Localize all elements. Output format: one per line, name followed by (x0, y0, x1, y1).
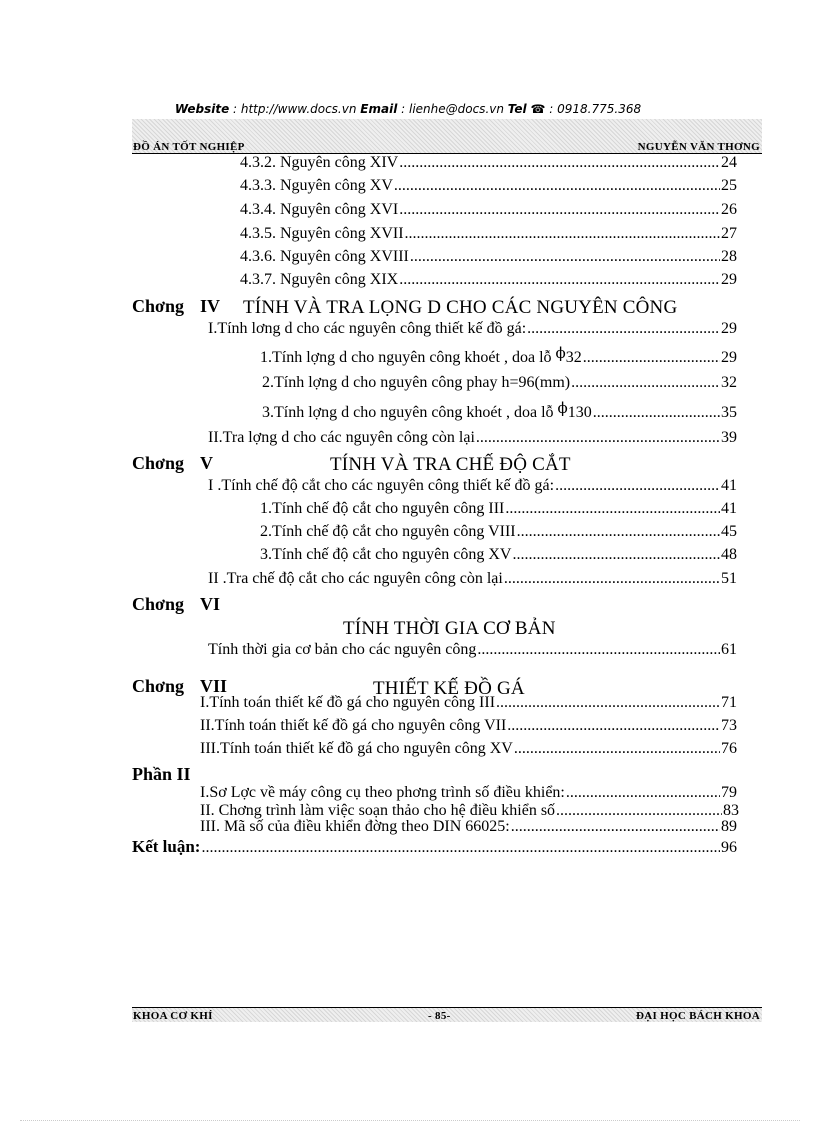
diameter-symbol: ϕ (555, 344, 566, 362)
leader-dots (496, 694, 720, 712)
chapter-title: TÍNH THỜI GIA CƠ BẢN (343, 618, 556, 639)
leader-dots (571, 374, 720, 392)
toc-entry[interactable] (240, 177, 737, 195)
toc-entry-label (262, 399, 592, 422)
toc-entry-label: 4.3.3. Nguyên công XV (240, 177, 393, 194)
toc-entry[interactable] (262, 399, 737, 422)
chapter-title: TÍNH VÀ TRA CHẾ ĐỘ CẮT (330, 454, 571, 475)
toc-entry[interactable] (260, 523, 737, 541)
tel-value: : 0918.775.368 (545, 102, 642, 116)
toc-entry[interactable] (200, 717, 737, 735)
toc-entry[interactable] (208, 570, 737, 588)
toc-entry-page: 27 (721, 225, 737, 242)
chapter-number: VII (200, 676, 228, 696)
tel-label: Tel (507, 102, 527, 116)
toc-entry[interactable] (240, 154, 737, 172)
toc-entry-page: 41 (721, 500, 737, 517)
leader-dots (399, 201, 720, 219)
toc-entry-page: 45 (721, 523, 737, 540)
toc-entry-page: 29 (721, 271, 737, 288)
diameter-value: 32 (565, 349, 582, 366)
website-value[interactable]: : http://www.docs.vn (229, 102, 361, 116)
toc-entry-label: 4.3.4. Nguyên công XVI (240, 201, 399, 218)
toc-entry-page: 41 (721, 477, 737, 494)
toc-entry-text: 3.Tính lợng d cho nguyên công khoét , doa lỗ (262, 404, 558, 421)
email-label: Email (360, 102, 398, 116)
toc-entry-page: 61 (721, 641, 737, 658)
toc-entry-page: 29 (721, 320, 737, 337)
part-label: Phần II (132, 764, 191, 784)
leader-dots (405, 225, 720, 243)
toc-entry-label: 1.Tính chế độ cắt cho nguyên công III (260, 500, 505, 517)
page-edge (20, 1120, 800, 1122)
phone-icon: ☎ (530, 102, 546, 116)
toc-entry-label: 4.3.6. Nguyên công XVIII (240, 248, 409, 265)
toc-entry-page: 76 (721, 740, 737, 757)
toc-entry-label: II.Tính toán thiết kế đồ gá cho nguyên công VII (200, 717, 507, 734)
toc-entry[interactable] (240, 271, 737, 289)
toc-entry[interactable] (200, 784, 737, 802)
leader-dots (527, 320, 720, 338)
toc-entry-page: 79 (721, 784, 737, 801)
toc-entry-label: 2.Tính lợng d cho nguyên công phay h=96(mm) (262, 374, 571, 391)
toc-entry-label: 4.3.2. Nguyên công XIV (240, 154, 399, 171)
chapter-number: V (200, 453, 213, 473)
leader-dots (477, 641, 720, 659)
toc-entry-page: 39 (721, 429, 737, 446)
leader-dots (399, 154, 720, 172)
header-left: ĐỒ ÁN TỐT NGHIỆP (133, 141, 245, 153)
footer-left: KHOA CƠ KHÍ (133, 1010, 213, 1022)
leader-dots (394, 177, 720, 195)
chapter-label: Chơng (132, 594, 184, 614)
website-banner (0, 102, 816, 116)
toc-entry[interactable] (240, 248, 737, 266)
toc-entry-page: 26 (721, 201, 737, 218)
chapter-number: IV (200, 296, 221, 316)
toc-entry-label: II.Tra lợng d cho các nguyên công còn lại (208, 429, 475, 446)
leader-dots (504, 570, 720, 588)
toc-entry[interactable] (240, 225, 737, 243)
diameter-value: 130 (567, 404, 592, 421)
toc-entry-page: 29 (721, 349, 737, 366)
toc-entry[interactable] (200, 740, 737, 758)
toc-entry-label: Kết luận: (132, 837, 201, 856)
toc-entry-page: 24 (721, 154, 737, 171)
leader-dots (511, 818, 720, 836)
toc-entry[interactable] (260, 546, 737, 564)
toc-entry-page: 71 (721, 694, 737, 711)
toc-entry-page: 25 (721, 177, 737, 194)
toc-entry-page: 48 (721, 546, 737, 563)
leader-dots (505, 500, 720, 518)
toc-entry-label: Tính thời gia cơ bản cho các nguyên công (208, 641, 477, 658)
chapter-label: Chơng (132, 296, 184, 316)
toc-entry[interactable] (208, 320, 737, 338)
toc-entry-label: 3.Tính chế độ cắt cho nguyên công XV (260, 546, 512, 563)
toc-entry[interactable] (208, 429, 737, 447)
toc-entry-label: 4.3.5. Nguyên công XVII (240, 225, 404, 242)
leader-dots (410, 248, 720, 266)
toc-entry-label: II. Chơng trình làm việc soạn thảo cho hệ điều khiển số (200, 802, 556, 819)
toc-entry-label: I.Tính toán thiết kế đồ gá cho nguyên công III (200, 694, 496, 711)
chapter-label: Chơng (132, 676, 184, 696)
leader-dots (201, 839, 720, 857)
leader-dots (512, 546, 720, 564)
toc-entry-page: 32 (721, 374, 737, 391)
leader-dots (507, 717, 720, 735)
leader-dots (517, 523, 720, 541)
footer-right: ĐẠI HỌC BÁCH KHOA (636, 1010, 760, 1022)
toc-entry-label: I.Tính lơng d cho các nguyên công thiết kế đồ gá: (208, 320, 527, 337)
website-label: Website (174, 102, 230, 116)
toc-entry-label: 2.Tính chế độ cắt cho nguyên công VIII (260, 523, 516, 540)
toc-entry-label: I.Sơ Lợc về máy công cụ theo phơng trình số điều khiển: (200, 784, 565, 801)
toc-entry-label: II .Tra chế độ cắt cho các nguyên công còn lại (208, 570, 503, 587)
leader-dots (514, 740, 720, 758)
chapter-title: TÍNH VÀ TRA LỌNG D CHO CÁC NGUYÊN CÔNG (243, 297, 678, 318)
toc-entry[interactable] (240, 201, 737, 219)
toc-entry-label: I .Tính chế độ cắt cho các nguyên công thiết kế đồ gá: (208, 477, 555, 494)
page-number: - 85- (428, 1010, 451, 1022)
toc-entry-page: 83 (723, 802, 739, 819)
toc-entry-text: 1.Tính lợng d cho nguyên công khoét , doa lỗ (260, 349, 556, 366)
toc-entry-label: III. Mã số của điều khiển đờng theo DIN 66025: (200, 818, 510, 835)
leader-dots (399, 271, 720, 289)
chapter-title: THIẾT KẾ ĐỒ GÁ (373, 678, 525, 699)
toc-entry[interactable] (208, 477, 737, 495)
toc-entry-conclusion[interactable] (132, 837, 737, 857)
toc-entry-page: 51 (721, 570, 737, 587)
email-value[interactable]: : lienhe@docs.vn (397, 102, 508, 116)
toc-entry-page: 96 (721, 839, 737, 856)
leader-dots (583, 349, 720, 367)
leader-dots (566, 784, 720, 802)
toc-entry[interactable] (262, 374, 737, 392)
toc-entry[interactable] (200, 694, 737, 712)
toc-entry-page: 35 (721, 404, 737, 421)
diameter-symbol: ϕ (557, 399, 568, 417)
toc-entry-label: III.Tính toán thiết kế đồ gá cho nguyên công XV (200, 740, 513, 757)
toc-entry-page: 89 (721, 818, 737, 835)
toc-entry-label (260, 344, 582, 367)
toc-entry-page: 73 (721, 717, 737, 734)
toc-entry[interactable] (208, 641, 737, 659)
toc-entry[interactable] (260, 344, 737, 367)
header-right: NGUYỄN VĂN THƠNG (637, 141, 760, 153)
leader-dots (476, 429, 720, 447)
leader-dots (555, 477, 720, 495)
toc-entry[interactable] (200, 818, 737, 836)
toc-entry-label: 4.3.7. Nguyên công XIX (240, 271, 399, 288)
chapter-label: Chơng (132, 453, 184, 473)
leader-dots (593, 404, 720, 422)
chapter-number: VI (200, 594, 221, 614)
toc-entry-page: 28 (721, 248, 737, 265)
toc-entry[interactable] (260, 500, 737, 518)
